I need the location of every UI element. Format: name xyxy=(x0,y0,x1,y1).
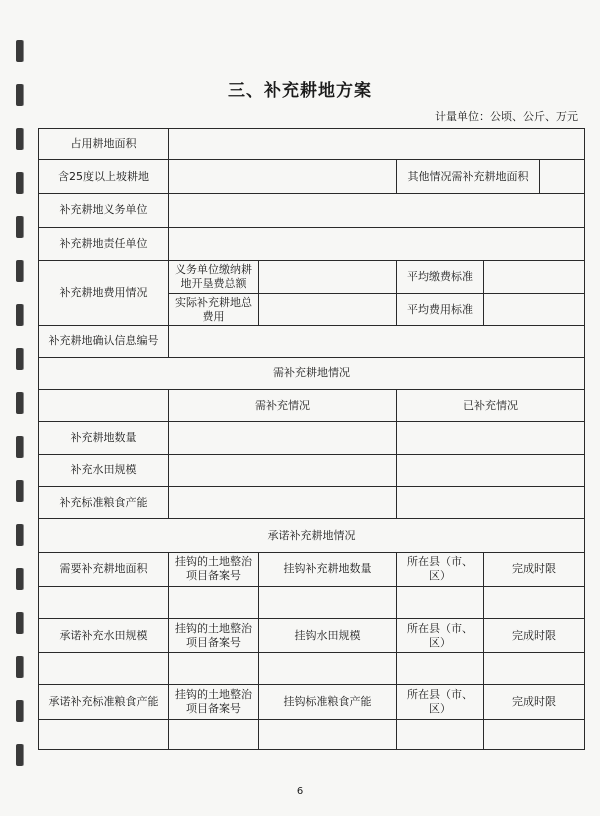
binding-hole xyxy=(16,40,23,62)
value-occupied-area[interactable] xyxy=(169,129,585,160)
binding-hole xyxy=(16,656,23,678)
cell-blank[interactable] xyxy=(259,719,397,749)
binding-hole xyxy=(16,480,23,502)
cell-blank[interactable] xyxy=(484,719,585,749)
value-need-grain[interactable] xyxy=(169,486,397,518)
value-done-grain[interactable] xyxy=(397,486,585,518)
value-slope-over-25[interactable] xyxy=(169,160,397,193)
cell-blank[interactable] xyxy=(484,652,585,684)
cell-blank[interactable] xyxy=(169,587,259,619)
value-avg-fee-standard[interactable] xyxy=(484,261,585,293)
col-done-header: 已补充情况 xyxy=(397,389,585,421)
binding-hole xyxy=(16,128,23,150)
binding-hole xyxy=(16,392,23,414)
value-total-fee-paid[interactable] xyxy=(259,261,397,293)
binding-hole xyxy=(16,524,23,546)
col-need-header: 需补充情况 xyxy=(169,389,397,421)
label-avg-fee-standard: 平均缴费标准 xyxy=(397,261,484,293)
cell-blank[interactable] xyxy=(397,652,484,684)
col-project-code: 挂钩的土地整治项目备案号 xyxy=(169,552,259,586)
binding-hole xyxy=(16,436,23,458)
col-deadline: 完成时限 xyxy=(484,685,585,719)
label-cost-situation: 补充耕地费用情况 xyxy=(39,261,169,326)
binding-hole xyxy=(16,744,23,766)
binding-hole xyxy=(16,348,23,370)
value-responsible-unit[interactable] xyxy=(169,228,585,261)
binding-hole xyxy=(16,260,23,282)
binding-hole xyxy=(16,568,23,590)
label-actual-total-cost: 实际补充耕地总费用 xyxy=(169,293,259,325)
cell-blank[interactable] xyxy=(397,719,484,749)
binding-hole xyxy=(16,304,23,326)
value-actual-total-cost[interactable] xyxy=(259,293,397,325)
label-obligation-unit: 补充耕地义务单位 xyxy=(39,193,169,227)
label-avg-cost-standard: 平均费用标准 xyxy=(397,293,484,325)
value-done-paddy[interactable] xyxy=(397,454,585,486)
label-responsible-unit: 补充耕地责任单位 xyxy=(39,228,169,261)
cell-blank[interactable] xyxy=(39,719,169,749)
need-header-blank xyxy=(39,389,169,421)
page-title: 三、补充耕地方案 xyxy=(228,81,372,101)
measurement-unit: 计量单位：公顷、公斤、万元 xyxy=(435,110,578,123)
col-county: 所在县（市、区） xyxy=(397,685,484,719)
value-other-need-area[interactable] xyxy=(540,160,584,192)
binding-hole xyxy=(16,172,23,194)
label-occupied-area: 占用耕地面积 xyxy=(39,129,169,160)
cell-blank[interactable] xyxy=(169,652,259,684)
col-county: 所在县（市、区） xyxy=(397,552,484,586)
promise-section-header: 承诺补充耕地情况 xyxy=(39,519,585,552)
col-project-code: 挂钩的土地整治项目备案号 xyxy=(169,619,259,652)
need-section-header: 需补充耕地情况 xyxy=(39,357,585,389)
label-other-need-area xyxy=(397,160,585,193)
label-need-quantity: 补充耕地数量 xyxy=(39,422,169,454)
value-done-quantity[interactable] xyxy=(397,422,585,454)
label-need-paddy: 补充水田规模 xyxy=(39,454,169,486)
cell-blank[interactable] xyxy=(259,652,397,684)
label-confirm-code: 补充耕地确认信息编号 xyxy=(39,326,169,357)
cell-blank[interactable] xyxy=(169,719,259,749)
binding-holes xyxy=(14,0,28,816)
col-linked-paddy: 挂钩水田规模 xyxy=(259,619,397,652)
col-linked-quantity: 挂钩补充耕地数量 xyxy=(259,552,397,586)
cell-blank[interactable] xyxy=(39,652,169,684)
page-number: 6 xyxy=(296,786,304,797)
col-deadline: 完成时限 xyxy=(484,552,585,586)
label-promise-area: 需要补充耕地面积 xyxy=(39,552,169,586)
label-need-grain: 补充标准粮食产能 xyxy=(39,486,169,518)
col-deadline: 完成时限 xyxy=(484,619,585,652)
value-avg-cost-standard[interactable] xyxy=(484,293,585,325)
binding-hole xyxy=(16,700,23,722)
value-need-quantity[interactable] xyxy=(169,422,397,454)
value-obligation-unit[interactable] xyxy=(169,193,585,227)
label-other-need-area-text: 其他情况需补充耕地面积 xyxy=(397,160,540,192)
cell-blank[interactable] xyxy=(484,587,585,619)
label-promise-paddy: 承诺补充水田规模 xyxy=(39,619,169,652)
label-promise-grain: 承诺补充标准粮食产能 xyxy=(39,685,169,719)
label-slope-over-25: 含25度以上坡耕地 xyxy=(39,160,169,193)
binding-hole xyxy=(16,216,23,238)
col-county: 所在县（市、区） xyxy=(397,619,484,652)
value-confirm-code[interactable] xyxy=(169,326,585,357)
cell-blank[interactable] xyxy=(397,587,484,619)
cell-blank[interactable] xyxy=(39,587,169,619)
binding-hole xyxy=(16,612,23,634)
cell-blank[interactable] xyxy=(259,587,397,619)
col-linked-grain: 挂钩标准粮食产能 xyxy=(259,685,397,719)
col-project-code: 挂钩的土地整治项目备案号 xyxy=(169,685,259,719)
value-need-paddy[interactable] xyxy=(169,454,397,486)
label-total-fee-paid: 义务单位缴纳耕地开垦费总额 xyxy=(169,261,259,293)
farmland-plan-table xyxy=(38,128,585,750)
